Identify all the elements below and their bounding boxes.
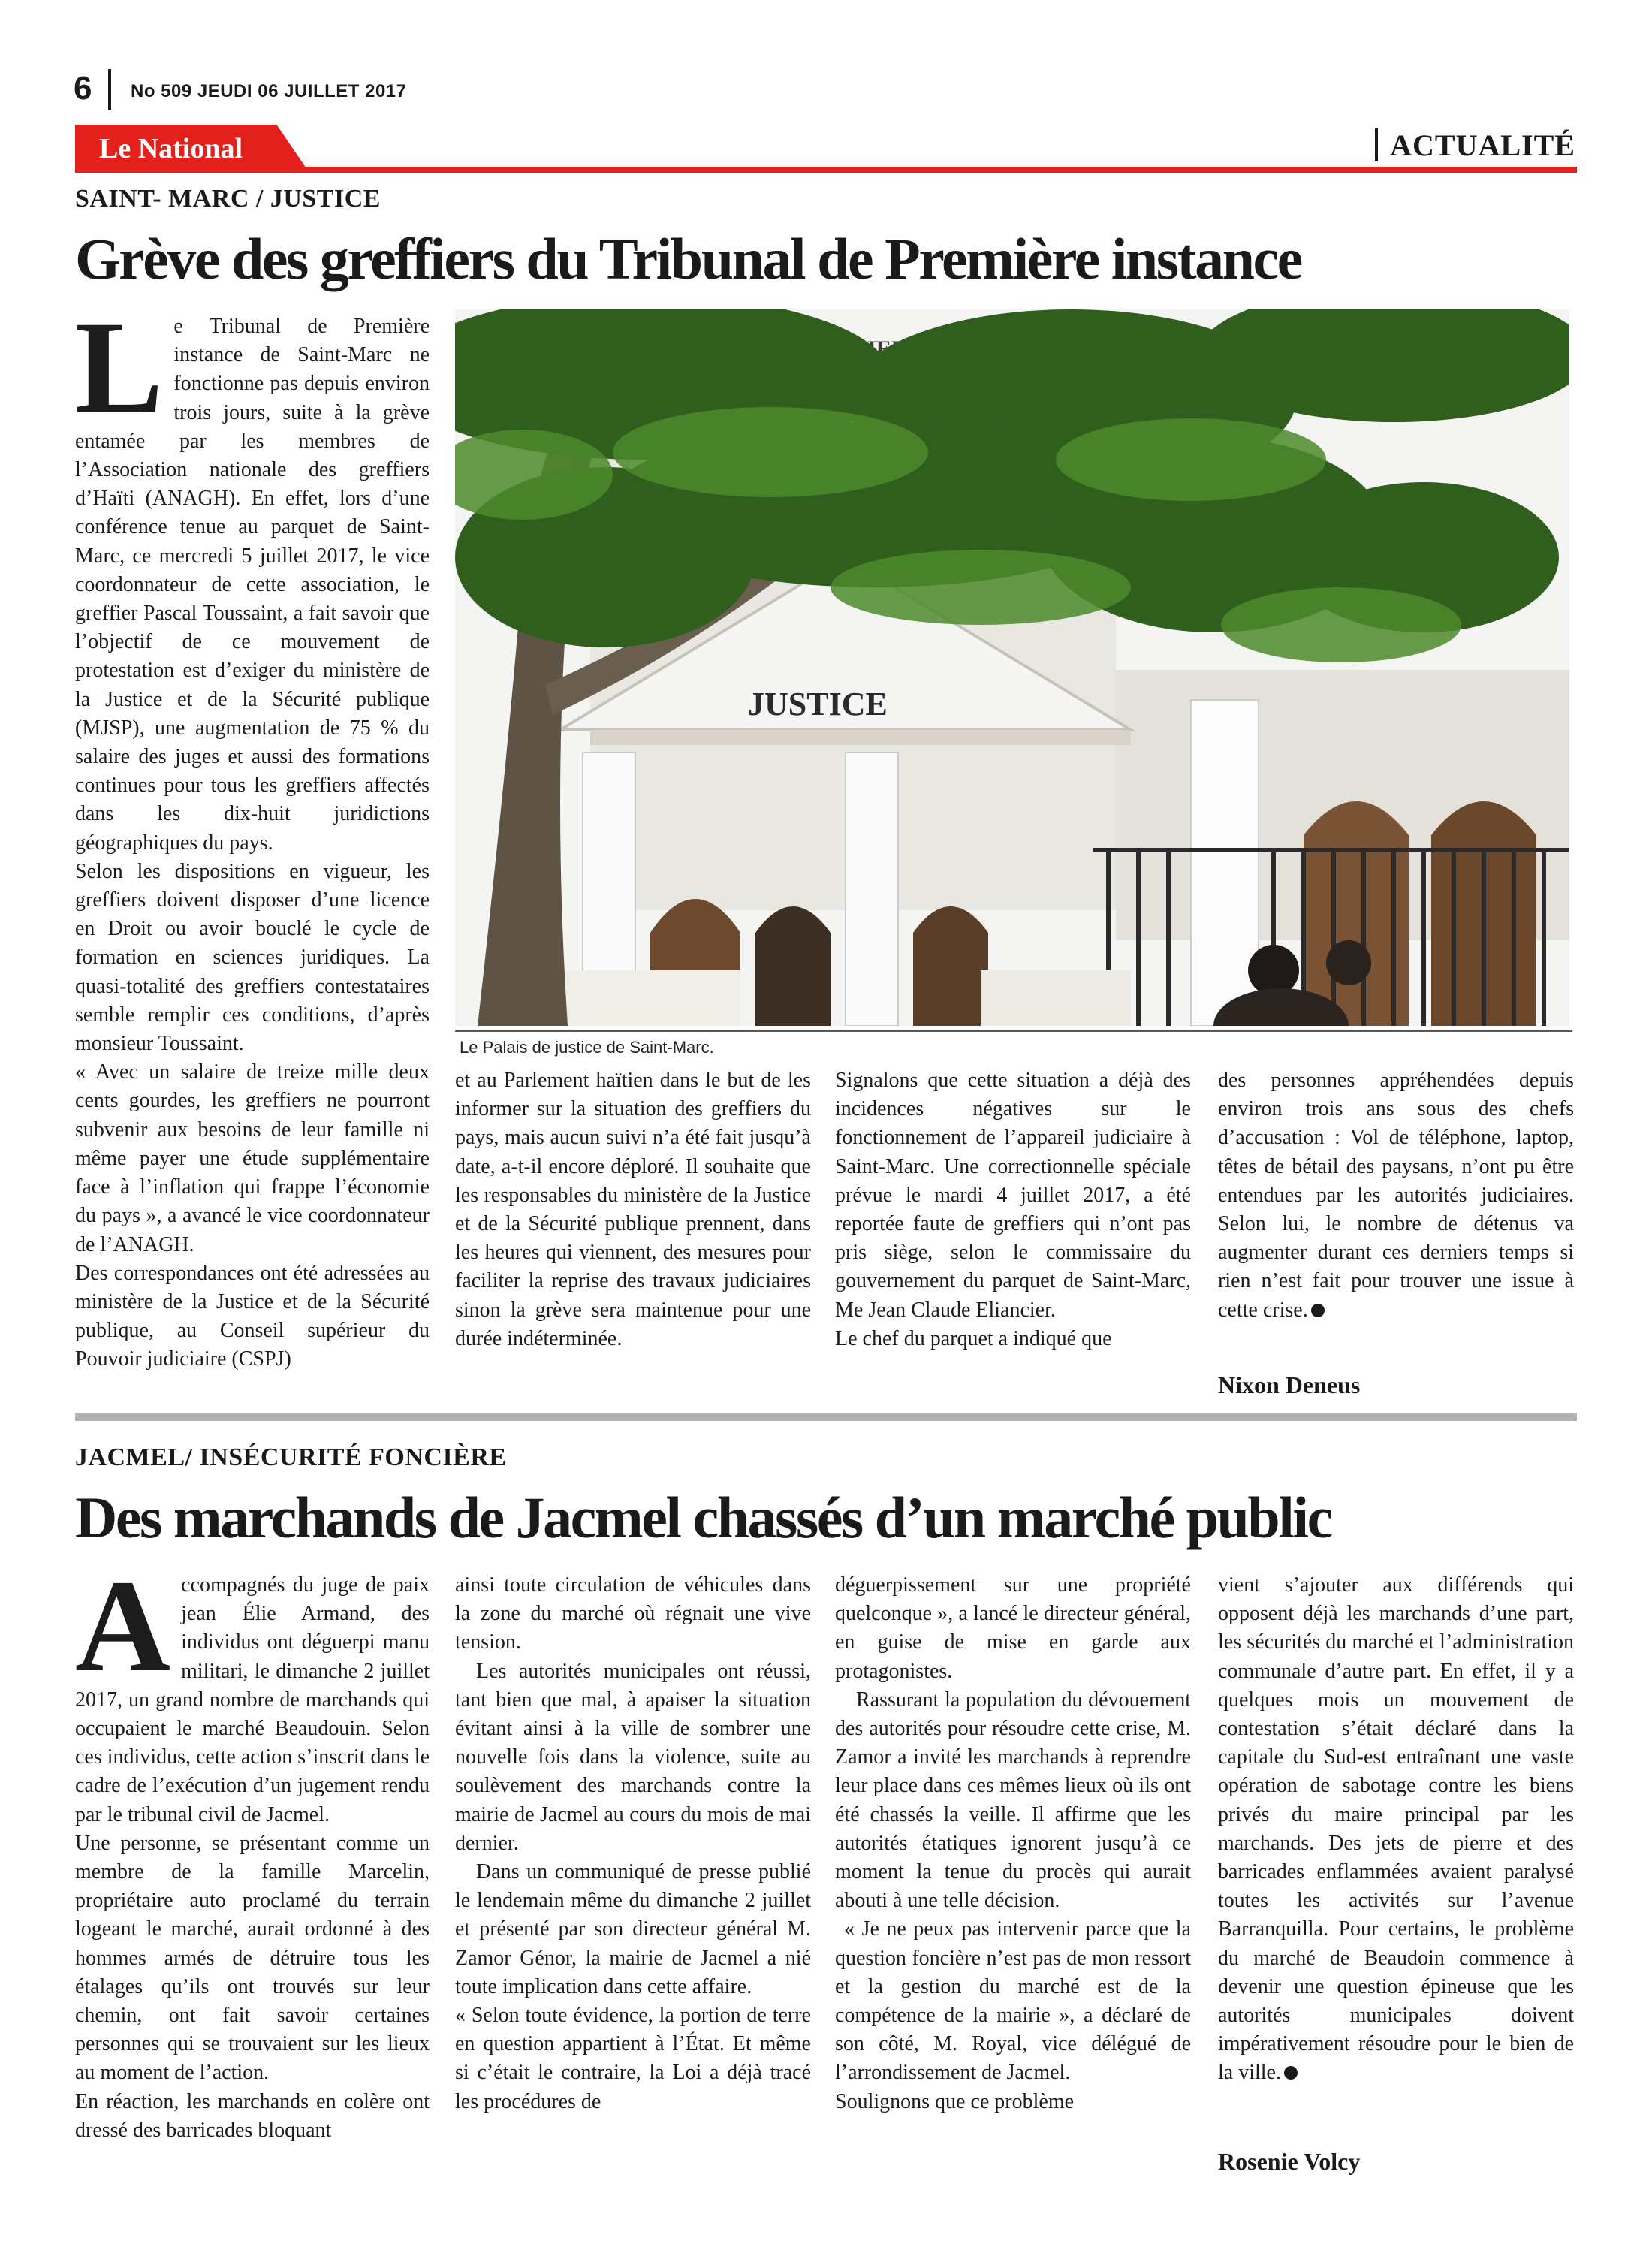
article2-author: Rosenie Volcy: [1218, 2148, 1361, 2175]
article2-paragraph: ccompagnés du juge de paix jean Élie Armand, des individus ont déguerpi manu militari, le dimanche 2 juillet 2017, un grand nombre de marchands qui occupaient le marché Beaudouin. Selon ces individus, cette action s’inscrit dans le cadre de l’exécution d’un jugement rendu par le tribunal civil de Jacmel.: [75, 1573, 430, 1826]
photo-caption: Le Palais de justice de Saint-Marc.: [460, 1038, 714, 1057]
article2-paragraph: [1218, 1571, 1574, 2088]
page-number: 6: [74, 70, 92, 107]
photo-door-text: JUSTICE: [748, 686, 888, 722]
article1-photo: [455, 309, 1569, 1026]
article1-author: Nixon Deneus: [1218, 1371, 1361, 1398]
article2-paragraph: Les autorités municipales ont réussi, tant bien que mal, à apaiser la situation évitant ainsi à la ville de sombrer une nouvelle fois dans la violence, suite au soulèvement des marchands contre la mairie de Jacmel au cours du mois de mai dernier.: [455, 1659, 811, 1855]
article1-column-2: [455, 1066, 811, 1353]
article2-paragraph: « Je ne peux pas intervenir parce que la question foncière n’est pas de mon ressort et la gestion du marché est de la compétence de la mairie », a déclaré de son côté, M. Royal, vice délégué de l’arrondissement de Jacmel.: [835, 1917, 1191, 2085]
article1-paragraph: e Tribunal de Première instance de Saint-Marc ne fonctionne pas depuis environ trois jours, suite à la grève entamée par les membres de l’Association nationale des greffiers d’Haïti (ANAGH). En effet, lors d’une conférence tenue au parquet de Saint-Marc, ce mercredi 5 juillet 2017, le vice coordonnateur de cette association, le greffier Pascal Toussaint, a fait savoir que l’objectif de ce mouvement de protestation est d’exiger du ministère de la Justice et de la Sécurité publique (MJSP), une augmentation de 75 % du salaire des juges et aussi des formations continues pour tous les greffiers affectés dans les dix-huit juridictions géographiques du pays.: [75, 315, 430, 855]
article2-paragraph: « Selon toute évidence, la portion de terre en question appartient à l’État. Et même si c’était le contraire, la Loi a déjà tracé les procédures de: [455, 2004, 811, 2113]
article2-kicker: JACMEL/ INSÉCURITÉ FONCIÈRE: [75, 1443, 507, 1471]
end-mark-icon: [1284, 2066, 1298, 2080]
article1-paragraph: et au Parlement haïtien dans le but de les informer sur la situation des greffiers du pays, mais aucun suivi n’a été fait jusqu’à date, a-t-il encore déploré. Il souhaite que les responsables du ministère de la Justice et de la Sécurité publique prennent, dans les heures qui viennent, des mesures pour faciliter la reprise des travaux judiciaires sinon la grève sera maintenue pour une durée indéterminée.: [455, 1069, 811, 1350]
issue-date: No 509 JEUDI 06 JUILLET 2017: [131, 81, 407, 101]
article1-column-3: [835, 1066, 1191, 1353]
article1-paragraph: Le chef du parquet a indiqué que: [835, 1326, 1112, 1350]
article1-paragraph: Signalons que cette situation a déjà des incidences négatives sur le fonctionnement de l’appareil judiciaire à Saint-Marc. Une correctionnelle spéciale prévue le mardi 4 juillet 2017, a été reportée faute de greffiers qui n’ont pas pris siège, selon le commissaire du gouvernement du parquet de Saint-Marc, Me Jean Claude Eliancier.: [835, 1069, 1191, 1322]
article2-paragraph: Soulignons que ce problème: [835, 2089, 1075, 2113]
end-mark-icon: [1311, 1304, 1325, 1317]
article2-headline: Des marchands de Jacmel chassés d’un marché public: [75, 1485, 1331, 1550]
article2-paragraph-text: vient s’ajouter aux différends qui opposent déjà les marchands d’une part, les sécurités du marché et l’administration communale d’autre part. En effet, il y a quelques mois un mouvement de contestation s’était déclaré dans la capitale du Sud-est entraînant une vaste opération de sabotage contre les biens privés du maire principal par les marchands. Des jets de pierre et des barricades enflammées avaient paralysé toutes les activités sur l’avenue Barranquilla. Pour certains, le problème du marché de Beaudoin commence à devenir une question épineuse que les autorités municipales doivent impérativement résoudre pour le bien de la ville.: [1218, 1573, 1574, 2085]
article2-drop-cap: A: [75, 1553, 171, 1700]
caption-rule: [455, 1030, 1572, 1032]
article1-column-4: [1218, 1066, 1574, 1325]
article1-paragraph: [1218, 1066, 1574, 1325]
article1-paragraph-text: des personnes appréhendées depuis environ trois ans sous des chefs d’accusation : Vol de téléphone, laptop, têtes de bétail des paysans, n’ont pu être entendues par les autorités judiciaires. Selon lui, le nombre de détenus va augmenter durant ces derniers temps si rien n’est fait pour trouver une issue à cette crise.: [1218, 1069, 1574, 1322]
article1-paragraph: Des correspondances ont été adressées au ministère de la Justice et de la Sécurité publique, au Conseil supérieur du Pouvoir judiciaire (CSPJ): [75, 1261, 430, 1371]
article1-headline: Grève des greffiers du Tribunal de Première instance: [75, 226, 1301, 291]
article2-column-4: [1218, 1571, 1574, 2088]
article1-kicker: SAINT- MARC / JUSTICE: [75, 185, 381, 213]
article2-paragraph: déguerpissement sur une propriété quelconque », a lancé le directeur général, en guise de mise en garde aux protagonistes.: [835, 1573, 1191, 1683]
article2-column-3: [835, 1571, 1191, 2116]
article1-paragraph: « Avec un salaire de treize mille deux cents gourdes, les greffiers ne pourront subvenir aux besoins de leur famille ni même payer une étude supplémentaire face à l’inflation qui frappe l’économie du pays », a avancé le vice coordonnateur de l’ANAGH.: [75, 1060, 430, 1256]
article2-paragraph: Rassurant la population du dévouement des autorités pour résoudre cette crise, M. Zamor a invité les marchands à reprendre leur place dans ces mêmes lieux où ils ont été chassés la veille. Il affirme que les autorités étatiques ignorent jusqu’à ce moment la tenue du procès qui aurait abouti à une telle décision.: [835, 1687, 1191, 1913]
article2-paragraph: Dans un communiqué de presse publié le lendemain même du dimanche 2 juillet et présenté par son directeur général M. Zamor Génor, la mairie de Jacmel a nié toute implication dans cette affaire.: [455, 1860, 811, 1998]
article2-column-2: [455, 1571, 811, 2116]
article2-paragraph: ainsi toute circulation de véhicules dans la zone du marché où régnait une vive tension.: [455, 1573, 811, 1654]
section-label: [1375, 128, 1575, 163]
article1-paragraph: Selon les dispositions en vigueur, les greffiers doivent disposer d’une licence en Droit ou avoir bouclé le cycle de formation en sciences juridiques. La quasi-totalité des greffiers contestataires semble remplir ces conditions, d’après monsieur Toussaint.: [75, 859, 430, 1056]
article1-column-1: [75, 294, 430, 1374]
folio-divider: [108, 69, 111, 110]
section-pipe: [1375, 128, 1378, 161]
brand-name: Le National: [99, 133, 243, 164]
article-separator: [75, 1413, 1577, 1421]
section-label-text: ACTUALITÉ: [1390, 128, 1575, 162]
article2-column-1: [75, 1553, 430, 2145]
article1-drop-cap: L: [75, 294, 164, 441]
article2-paragraph: En réaction, les marchands en colère ont dressé des barricades bloquant: [75, 2089, 430, 2142]
article2-paragraph: Une personne, se présentant comme un membre de la famille Marcelin, propriétaire auto proclamé du terrain logeant le marché, aurait ordonné à des hommes armés de détruire tous les étalages qu’ils ont trouvés sur leur chemin, ont fait savoir certaines personnes qui se trouvaient sur les lieux au moment de l’action.: [75, 1831, 430, 2085]
